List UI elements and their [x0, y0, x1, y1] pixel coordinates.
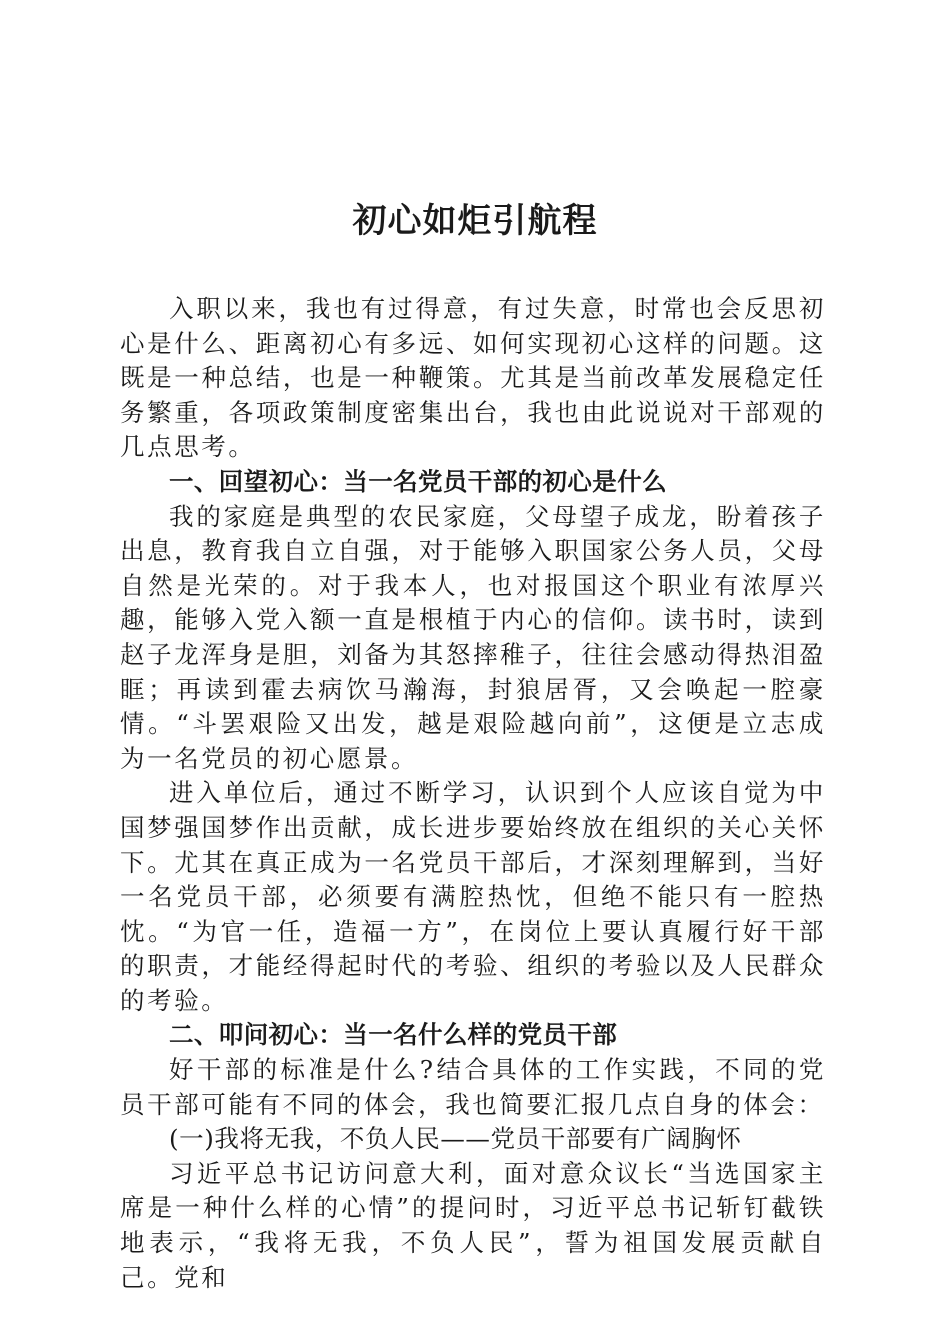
section-heading-2: 二、叩问初心：当一名什么样的党员干部 [169, 1020, 618, 1050]
section-heading-1: 一、回望初心：当一名党员干部的初心是什么 [169, 466, 667, 496]
document-title: 初心如炬引航程 [352, 201, 598, 241]
paragraph-good-cadre-standard: 好干部的标准是什么?结合具体的工作实践，不同的党员干部可能有不同的体会，我也简要汇报几点自身的体会： [120, 1055, 826, 1119]
paragraph-family-background: 我的家庭是典型的农民家庭，父母望子成龙，盼着孩子出息，教育我自立自强，对于能够入职国家公务人员，父母自然是光荣的。对于我本人，也对报国这个职业有浓厚兴趣，能够入党入额一直是根植于内心的信仰。读书时，读到赵子龙浑身是胆，刘备为其怒摔稚子，往往会感动得热泪盈眶；再读到霍去病饮马瀚海，封狼居胥，又会唤起一腔豪情。“斗罢艰险又出发，越是艰险越向前”，这便是立志成为一名党员的初心愿景。 [120, 501, 826, 773]
subsection-heading-1: (一)我将无我，不负人民——党员干部要有广阔胸怀 [169, 1124, 742, 1154]
document-body [120, 292, 826, 1295]
paragraph-intro: 入职以来，我也有过得意，有过失意，时常也会反思初心是什么、距离初心有多远、如何实现初心这样的问题。这既是一种总结，也是一种鞭策。尤其是当前改革发展稳定任务繁重，各项政策制度密集出台，我也由此说说对干部观的几点思考。 [120, 294, 826, 462]
paragraph-after-joining: 进入单位后，通过不断学习，认识到个人应该自觉为中国梦强国梦作出贡献，成长进步要始终放在组织的关心关怀下。尤其在真正成为一名党员干部后，才深刻理解到，当好一名党员干部，必须要有满腔热忱，但绝不能只有一腔热忱。“为官一任，造福一方”，在岗位上要认真履行好干部的职责，才能经得起时代的考验、组织的考验以及人民群众的考验。 [120, 778, 826, 1015]
paragraph-wo-jiang-wu-wo: 习近平总书记访问意大利，面对意众议长“当选国家主席是一种什么样的心情”的提问时，习近平总书记斩钉截铁地表示，“我将无我，不负人民”，誓为祖国发展贡献自己。党和 [120, 1158, 826, 1292]
